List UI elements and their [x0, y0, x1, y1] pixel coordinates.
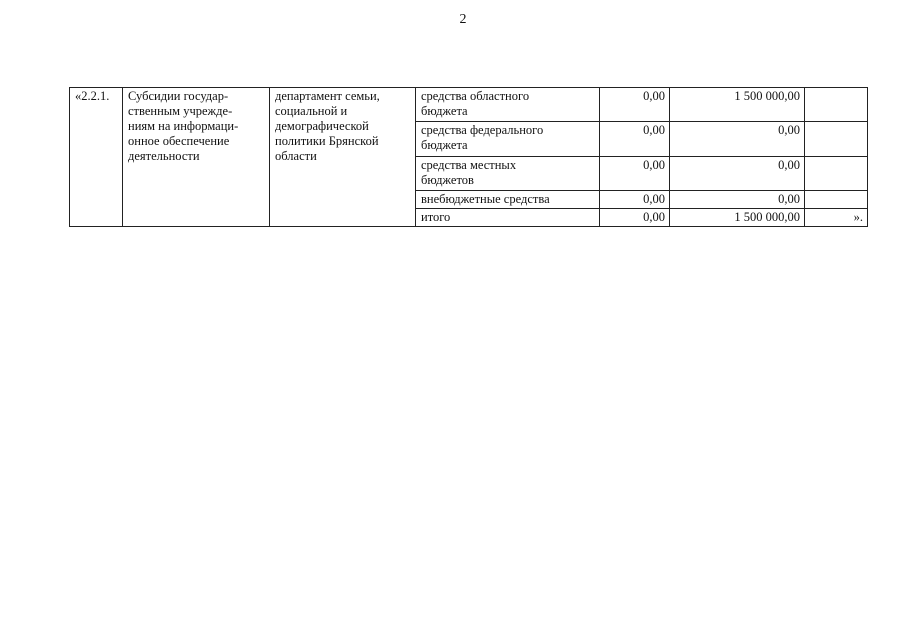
executor-line: социальной и	[275, 104, 348, 118]
item-executor	[270, 88, 416, 227]
description-line: ниям на информаци-	[128, 119, 239, 133]
item-number: «2.2.1.	[70, 88, 123, 227]
funding-source	[416, 209, 600, 227]
page-number: 2	[459, 12, 467, 27]
funding-source	[416, 191, 600, 209]
funding-source	[416, 157, 600, 191]
source-line: средства местных	[421, 158, 517, 172]
funding-value-1: 0,00	[600, 122, 670, 157]
source-line: средства федерального	[421, 123, 544, 137]
funding-value-3	[805, 191, 868, 209]
description-line: деятельности	[128, 149, 200, 163]
funding-value-1: 0,00	[600, 157, 670, 191]
funding-value-2: 0,00	[670, 157, 805, 191]
executor-line: департамент семьи,	[275, 89, 380, 103]
budget-table	[69, 87, 868, 227]
funding-value-1: 0,00	[600, 209, 670, 227]
funding-value-1: 0,00	[600, 191, 670, 209]
funding-value-3	[805, 88, 868, 122]
funding-value-3: ».	[805, 209, 868, 227]
executor-line: области	[275, 149, 317, 163]
funding-source	[416, 88, 600, 122]
funding-value-1: 0,00	[600, 88, 670, 122]
description-line: онное обеспечение	[128, 134, 230, 148]
funding-value-2: 0,00	[670, 122, 805, 157]
source-line: бюджета	[421, 104, 468, 118]
funding-value-3	[805, 122, 868, 157]
funding-value-3	[805, 157, 868, 191]
executor-line: политики Брянской	[275, 134, 379, 148]
source-line: внебюджетные средства	[421, 192, 550, 206]
source-line: итого	[421, 210, 451, 224]
executor-line: демографической	[275, 119, 369, 133]
funding-value-2: 1 500 000,00	[670, 209, 805, 227]
source-line: бюджетов	[421, 173, 474, 187]
description-line: Субсидии государ-	[128, 89, 229, 103]
source-line: средства областного	[421, 89, 530, 103]
description-line: ственным учрежде-	[128, 104, 233, 118]
table-row	[70, 88, 868, 122]
funding-source	[416, 122, 600, 157]
funding-value-2: 1 500 000,00	[670, 88, 805, 122]
funding-value-2: 0,00	[670, 191, 805, 209]
source-line: бюджета	[421, 138, 468, 152]
item-description	[123, 88, 270, 227]
